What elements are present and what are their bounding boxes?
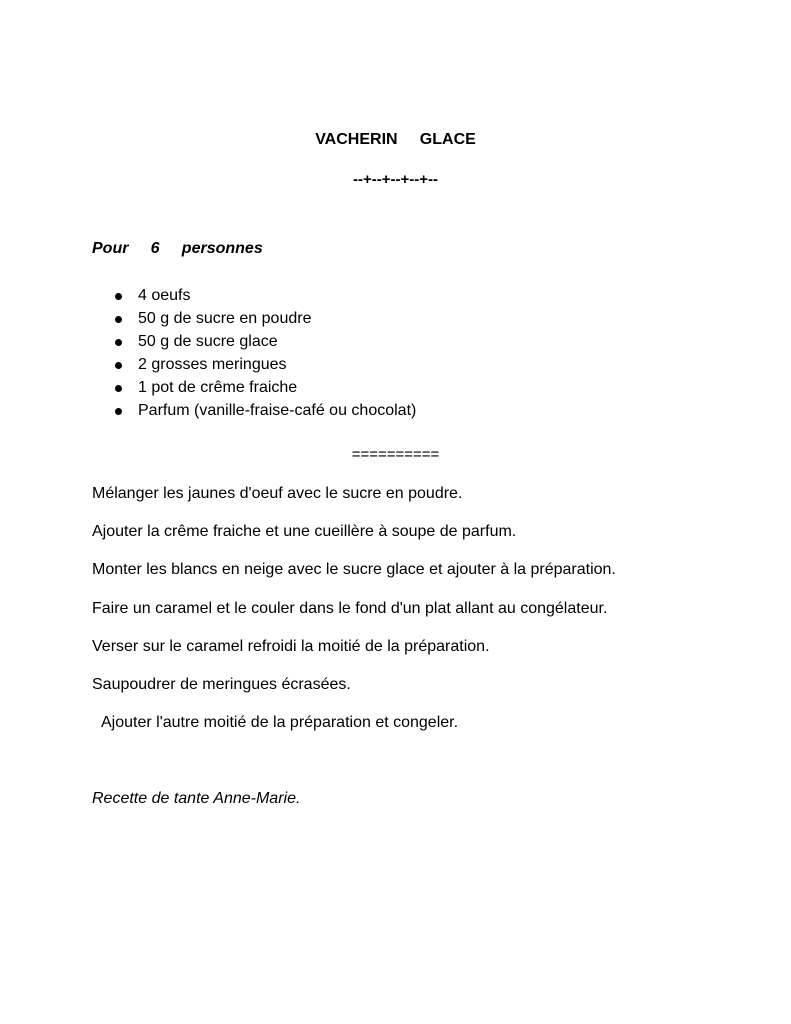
- ingredient-text: Parfum (vanille-fraise-café ou chocolat): [138, 402, 417, 419]
- ingredient-item: [112, 309, 416, 332]
- bullet-icon: [115, 408, 122, 415]
- ingredient-text: 50 g de sucre en poudre: [138, 310, 312, 327]
- servings-line: Pour 6 personnes: [92, 240, 263, 257]
- bullet-icon: [115, 362, 122, 369]
- instruction-step: Monter les blancs en neige avec le sucre glace et ajouter à la préparation.: [92, 561, 616, 579]
- section-separator: ==========: [351, 446, 440, 463]
- bullet-icon: [115, 339, 122, 346]
- instruction-step: Saupoudrer de meringues écrasées.: [92, 675, 351, 693]
- recipe-signature: Recette de tante Anne-Marie.: [92, 790, 301, 807]
- ingredient-text: 1 pot de crême fraiche: [138, 379, 298, 396]
- ingredient-text: 4 oeufs: [138, 287, 191, 304]
- instruction-step: Faire un caramel et le couler dans le fond d'un plat allant au congélateur.: [92, 599, 608, 617]
- ingredient-text: 2 grosses meringues: [138, 356, 287, 373]
- instruction-step: Ajouter la crême fraiche et une cueillère à soupe de parfum.: [92, 523, 517, 541]
- ingredient-item: [112, 355, 416, 378]
- ingredient-item: [112, 378, 416, 401]
- ingredient-item: [112, 401, 416, 424]
- ingredient-text: 50 g de sucre glace: [138, 333, 278, 350]
- instruction-step: Ajouter l'autre moitié de la préparation et congeler.: [101, 714, 459, 732]
- instruction-step: Mélanger les jaunes d'oeuf avec le sucre en poudre.: [92, 485, 463, 502]
- ingredients-list: [112, 286, 416, 424]
- bullet-icon: [115, 316, 122, 323]
- title-decoration: --+--+--+--+--: [353, 171, 438, 188]
- instruction-step: Verser sur le caramel refroidi la moitié de la préparation.: [92, 637, 490, 655]
- bullet-icon: [115, 385, 122, 392]
- instructions-list: [92, 484, 616, 751]
- ingredient-item: [112, 286, 416, 309]
- ingredient-item: [112, 332, 416, 355]
- bullet-icon: [115, 293, 122, 300]
- recipe-title: VACHERIN GLACE: [315, 131, 476, 148]
